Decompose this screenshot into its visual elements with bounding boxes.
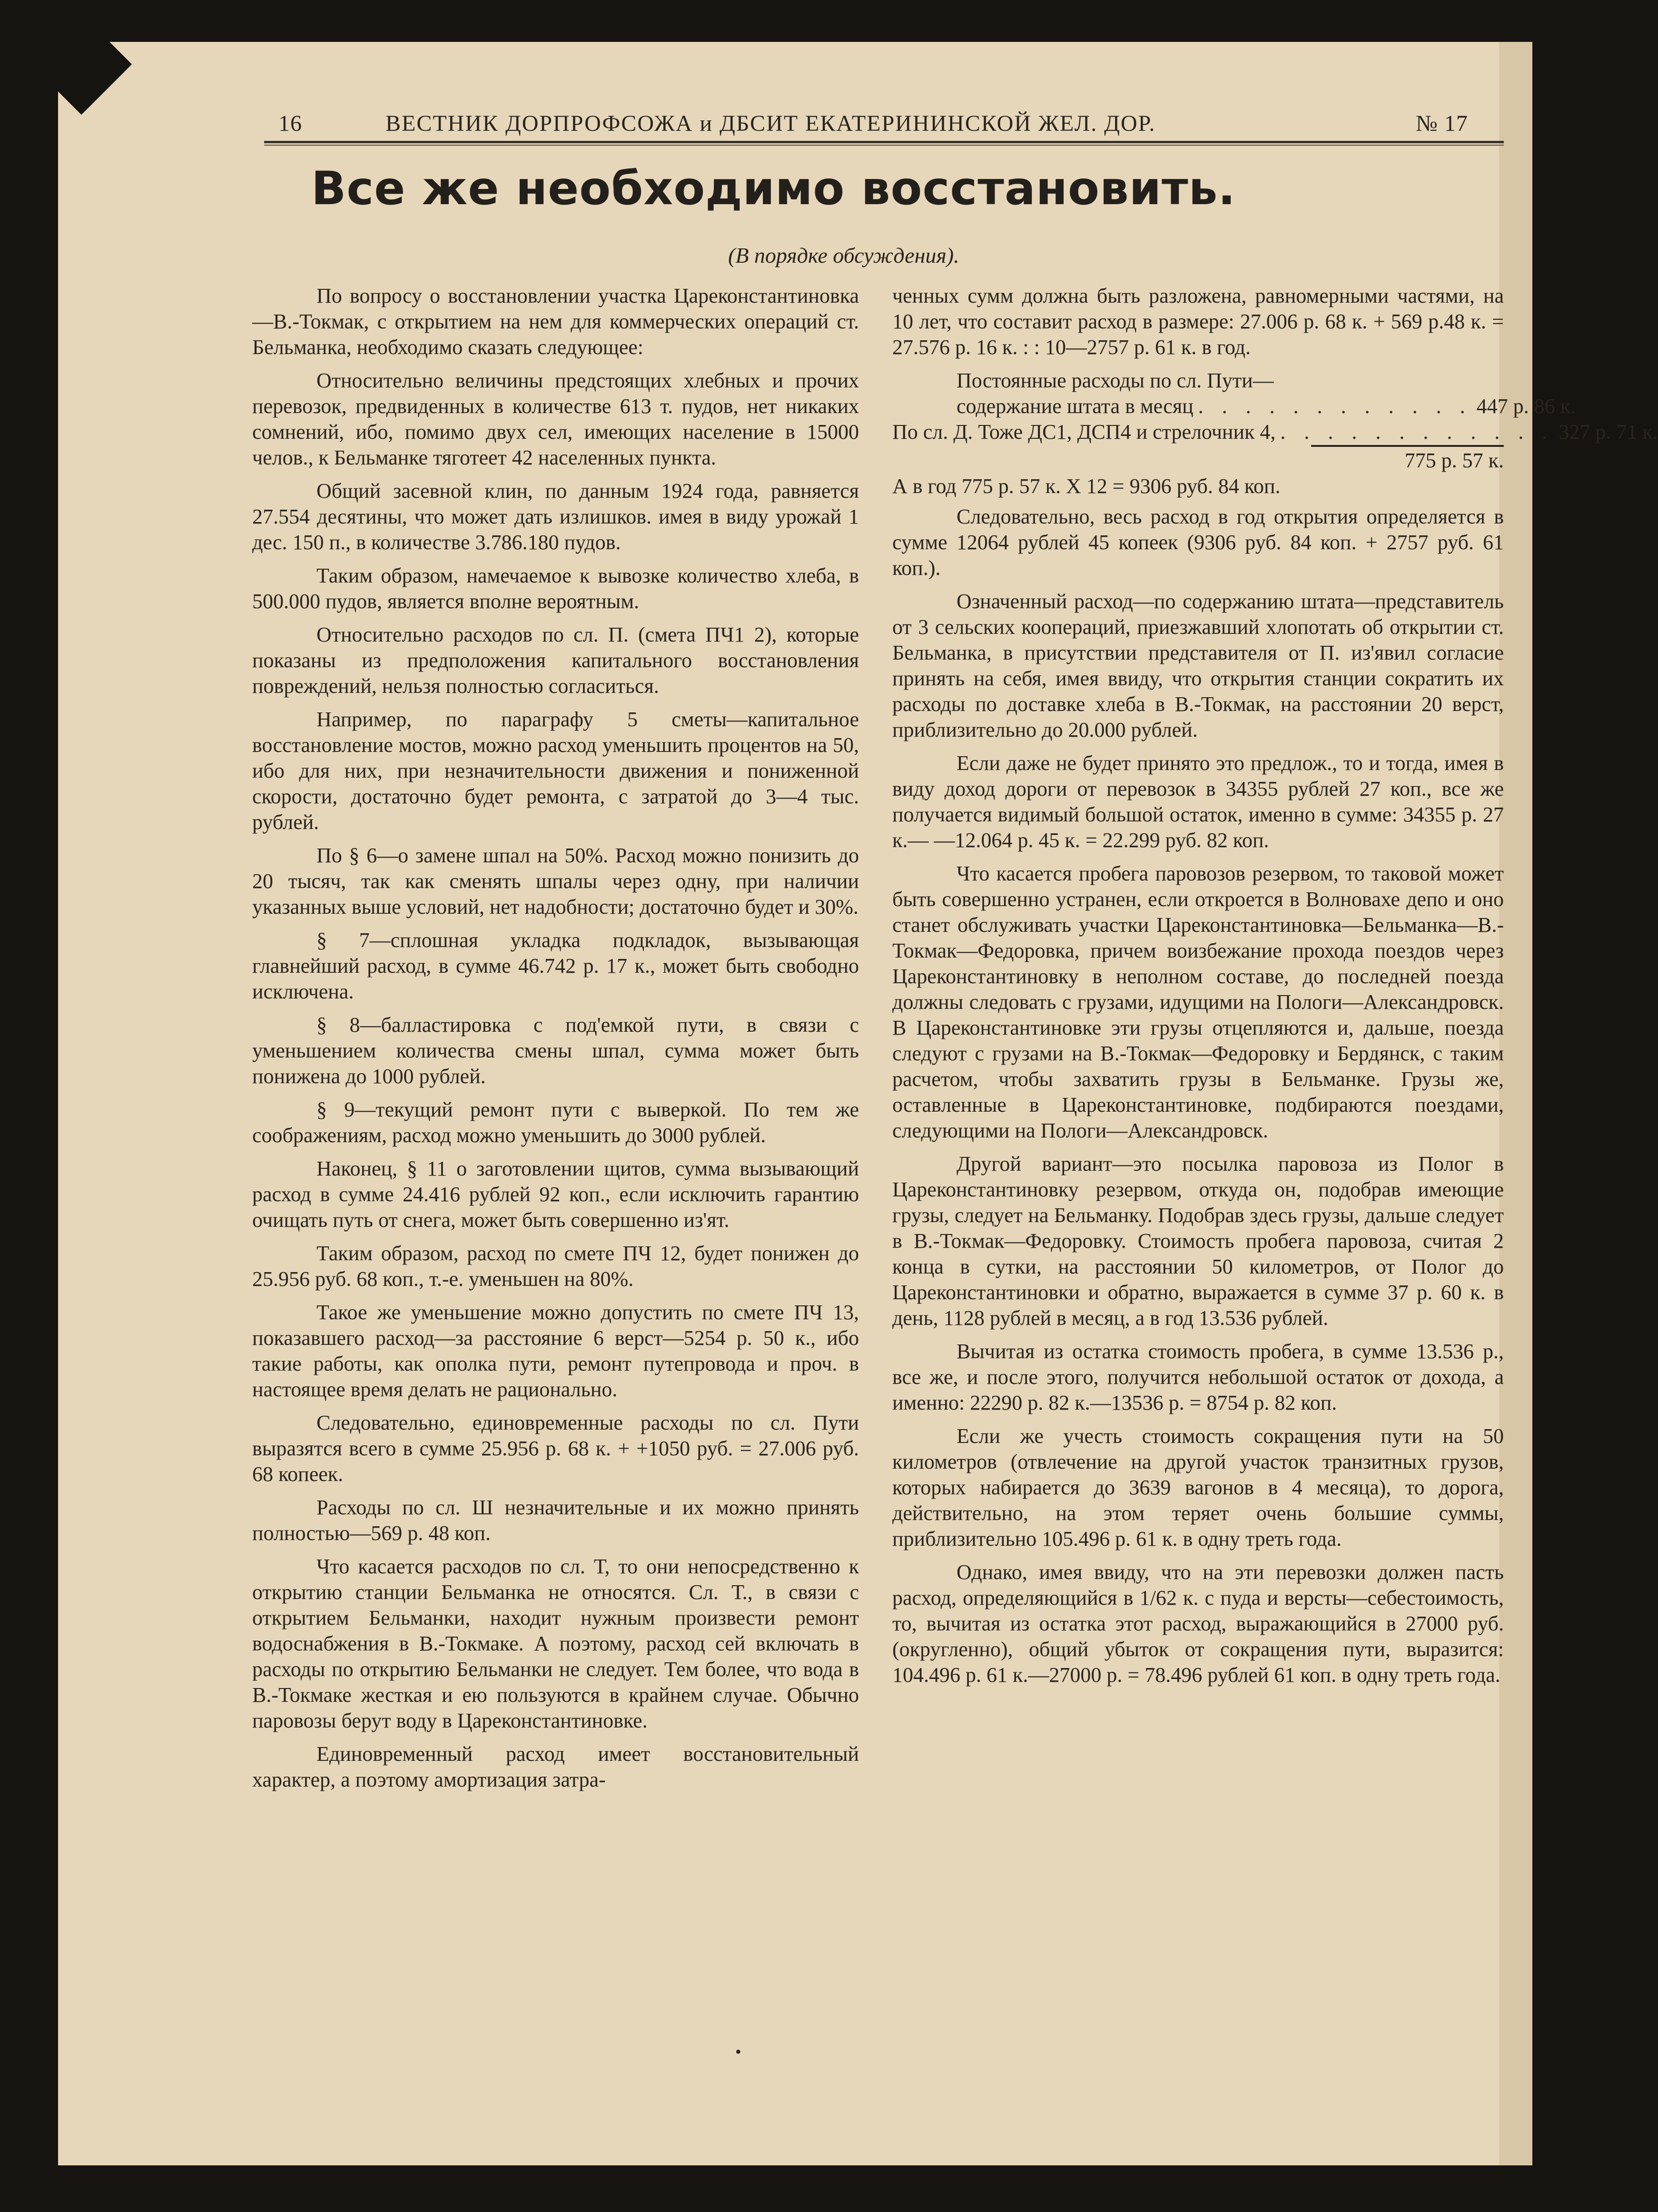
paragraph: § 9—текущий ремонт пути с выверкой. По тем же соображениям, расход можно уменьшить до 3000 рублей. xyxy=(252,1098,859,1147)
paragraph: По § 6—о замене шпал на 50%. Расход можно понизить до 20 тысяч, так как сменять шпалы через одну, при наличии указанных выше условий, нет надобности; достаточно будет и 30%. xyxy=(252,844,859,918)
paragraph: Что касается пробега паровозов резервом, то таковой может быть совершенно устранен, если откроется в Волновахе депо и оно станет обслуживать участки Цареконстантиновка—Бельманка—В.-Токмак—Федоровка, причем воизбежание прохода поездов через Цареконстантиновку в неполном составе, до последней поезда должны следовать с грузами, идущими на Пологи—Александровск. В Цареконстантиновке эти грузы отцепляются и, дальше, поезда следуют с грузами на В.-Токмак—Федоровку и Бердянск, с таким расчетом, чтобы захватить грузы в Бельманке. Грузы же, оставленные в Цареконстантиновке, подбираются поездами, следующими на Пологи—Александровск. xyxy=(892,862,1504,1142)
article-subtitle: (В порядке обсуждения). xyxy=(728,243,959,267)
header-rule xyxy=(264,141,1504,143)
header-rule-thin xyxy=(264,145,1504,146)
page-edge xyxy=(1499,42,1532,2165)
expense-ledger xyxy=(892,368,1658,499)
ledger-line-label: содержание штата в месяц xyxy=(957,395,1194,418)
paragraph: Однако, имея ввиду, что на эти перевозки должен пасть расход, определяющийся в 1/62 к. с пуда и версты—себестоимость, то, вычитая из остатка этот расход, выражающийся в 27000 руб. (округленно), общий убыток от сокращения пути, выразится: 104.496 р. 61 к.—27000 р. = 78.496 рублей 61 коп. в одну треть года. xyxy=(892,1560,1504,1687)
page-number: 16 xyxy=(278,111,302,136)
paragraph: Следовательно, единовременные расходы по сл. Пути выразятся всего в сумме 25.956 р. 68 к. + +1050 руб. = 27.006 руб. 68 копеек. xyxy=(252,1411,859,1486)
paragraph: Единовременный расход имеет восстановительный характер, а поэтому амортизация затра- xyxy=(252,1742,859,1791)
ledger-annual: А в год 775 р. 57 к. Х 12 = 9306 руб. 84 коп. xyxy=(892,474,1281,498)
ledger-line-value: 447 р. 86 к. xyxy=(1476,395,1576,418)
paragraph: Если даже не будет принято это предлож., то и тогда, имея в виду доход дороги от перевозок в 34355 рублей 27 коп., все же получается видимый большой остаток, именно в сумме: 34355 р. 27 к.— —12.064 р. 45 к. = 22.299 руб. 82 коп. xyxy=(892,751,1504,852)
running-header-title: ВЕСТНИК ДОРПРОФСОЖА и ДБСИТ ЕКАТЕРИНИНСКОЙ ЖЕЛ. ДОР. xyxy=(385,111,1156,136)
left-column xyxy=(252,283,859,1800)
paragraph: Такое же уменьшение можно допустить по смете ПЧ 13, показавшего расход—за расстояние 6 верст—5254 р. 50 к., ибо такие работы, как ополка пути, ремонт путепровода и проч. в настоящее время делать не рационально. xyxy=(252,1301,859,1401)
paragraph: Следовательно, весь расход в год открытия определяется в сумме 12064 рублей 45 копеек (9306 руб. 84 коп. + 2757 руб. 61 коп.). xyxy=(892,505,1504,580)
paragraph: ченных сумм должна быть разложена, равномерными частями, на 10 лет, что составит расход в размере: 27.006 р. 68 к. + 569 р.48 к. = 27.576 р. 16 к. : : 10—2757 р. 61 к. в год. xyxy=(892,284,1504,359)
issue-number: № 17 xyxy=(1416,111,1468,136)
paragraph: Что касается расходов по сл. Т, то они непосредственно к открытию станции Бельманка не относятся. Сл. Т., в связи с открытием Бельманки, находит нужным произвести ремонт водоснабжения в В.-Токмаке. А поэтому, расход сей включать в расходы по открытию Бельманки не следует. Тем более, что вода в В.-Токмаке жесткая и ею пользуются в крайнем случае. Обычно паровозы берут воду в Цареконстантиновке. xyxy=(252,1555,859,1732)
paragraph: Таким образом, намечаемое к вывозке количество хлеба, в 500.000 пудов, является вполне вероятным. xyxy=(252,564,859,613)
ledger-intro: Постоянные расходы по сл. Пути— xyxy=(957,369,1274,392)
leader-dots: . . . . . . . . . . . . xyxy=(1198,395,1472,418)
paragraph: Относительно величины предстоящих хлебных и прочих перевозок, предвиденных в количестве 613 т. пудов, нет никаких сомнений, ибо, помимо двух сел, имеющих население в 15000 челов., к Бельманке тяготеет 42 населенных пункта. xyxy=(252,369,859,469)
paragraph: Расходы по сл. Ш незначительные и их можно принять полностью—569 р. 48 коп. xyxy=(252,1496,859,1545)
paragraph: Наконец, § 11 о заготовлении щитов, сумма вызывающий расход в сумме 24.416 рублей 92 коп., если исключить гарантию очищать путь от снега, может быть совершенно из'ят. xyxy=(252,1157,859,1232)
article-title: Все же необходимо восстановить. xyxy=(311,162,1236,215)
paragraph: Если же учесть стоимость сокращения пути на 50 километров (отвлечение на другой участок транзитных грузов, которых набирается до 3639 вагонов в 4 месяца), то дорога, действительно, на этом теряет очень большие суммы, приблизительно 105.496 р. 61 к. в одну треть года. xyxy=(892,1424,1504,1550)
right-column xyxy=(892,283,1658,1696)
ledger-line-value: 327 р. 71 к. xyxy=(1559,420,1658,444)
paragraph: Относительно расходов по сл. П. (смета ПЧ1 2), которые показаны из предположения капитального восстановления повреждений, нельзя полностью согласиться. xyxy=(252,623,859,698)
ledger-total: 775 р. 57 к. xyxy=(1311,445,1504,474)
paragraph: Например, по параграфу 5 сметы—капитальное восстановление мостов, можно расход уменьшить процентов на 50, ибо для них, при незначительности движения и пониженной скорости, достаточно будет ремонта, с затратой до 3—4 тыс. рублей. xyxy=(252,708,859,834)
end-mark: • xyxy=(735,2042,741,2061)
ledger-line-label: По сл. Д. Тоже ДС1, ДСП4 и стрелочник 4, xyxy=(892,420,1276,444)
paragraph: Другой вариант—это посылка паровоза из Полог в Цареконстантиновку резервом, откуда он, подобрав имеющие грузы, следует на Бельманку. Подобрав здесь грузы, дальше следует в В.-Токмак—Федоровку. Стоимость пробега паровоза, считая 2 конца в сутки, на расстоянии 50 километров, от Полог до Цареконстантиновки и обратно, выражается в сумме 37 р. 60 к. в день, 1128 рублей в месяц, а в год 13.536 рублей. xyxy=(892,1152,1504,1330)
paragraph: Вычитая из остатка стоимость пробега, в сумме 13.536 р., все же, и после этого, получится небольшой остаток от дохода, а именно: 22290 р. 82 к.—13536 р. = 8754 р. 82 коп. xyxy=(892,1340,1504,1414)
paragraph: Общий засевной клин, по данным 1924 года, равняется 27.554 десятины, что может дать излишков. имея в виду урожай 1 дес. 150 п., в количестве 3.786.180 пудов. xyxy=(252,479,859,554)
paragraph: § 7—сплошная укладка подкладок, вызывающая главнейший расход, в сумме 46.742 р. 17 к., может быть свободно исключена. xyxy=(252,928,859,1003)
paragraph: § 8—балластировка с под'емкой пути, в связи с уменьшением количества смены шпал, сумма может быть понижена до 1000 рублей. xyxy=(252,1013,859,1088)
paragraph: По вопросу о восстановлении участка Цареконстантиновка—В.-Токмак, с открытием на нем для коммерческих операций ст. Бельманка, необходимо сказать следующее: xyxy=(252,284,859,359)
leader-dots: . . . . . . . . . . . . xyxy=(1280,420,1554,444)
paragraph: Означенный расход—по содержанию штата—представитель от 3 сельских коопераций, приезжавший хлопотать об открытии ст. Бельманка, в присутствии представителя от П. из'явил согласие принять на себя, имея ввиду, что открытия станции сократить их расходы по доставке хлеба в В.-Токмак, на расстоянии 20 верст, приблизительно до 20.000 рублей. xyxy=(892,590,1504,741)
paragraph: Таким образом, расход по смете ПЧ 12, будет понижен до 25.956 руб. 68 коп., т.-е. уменьшен на 80%. xyxy=(252,1242,859,1291)
